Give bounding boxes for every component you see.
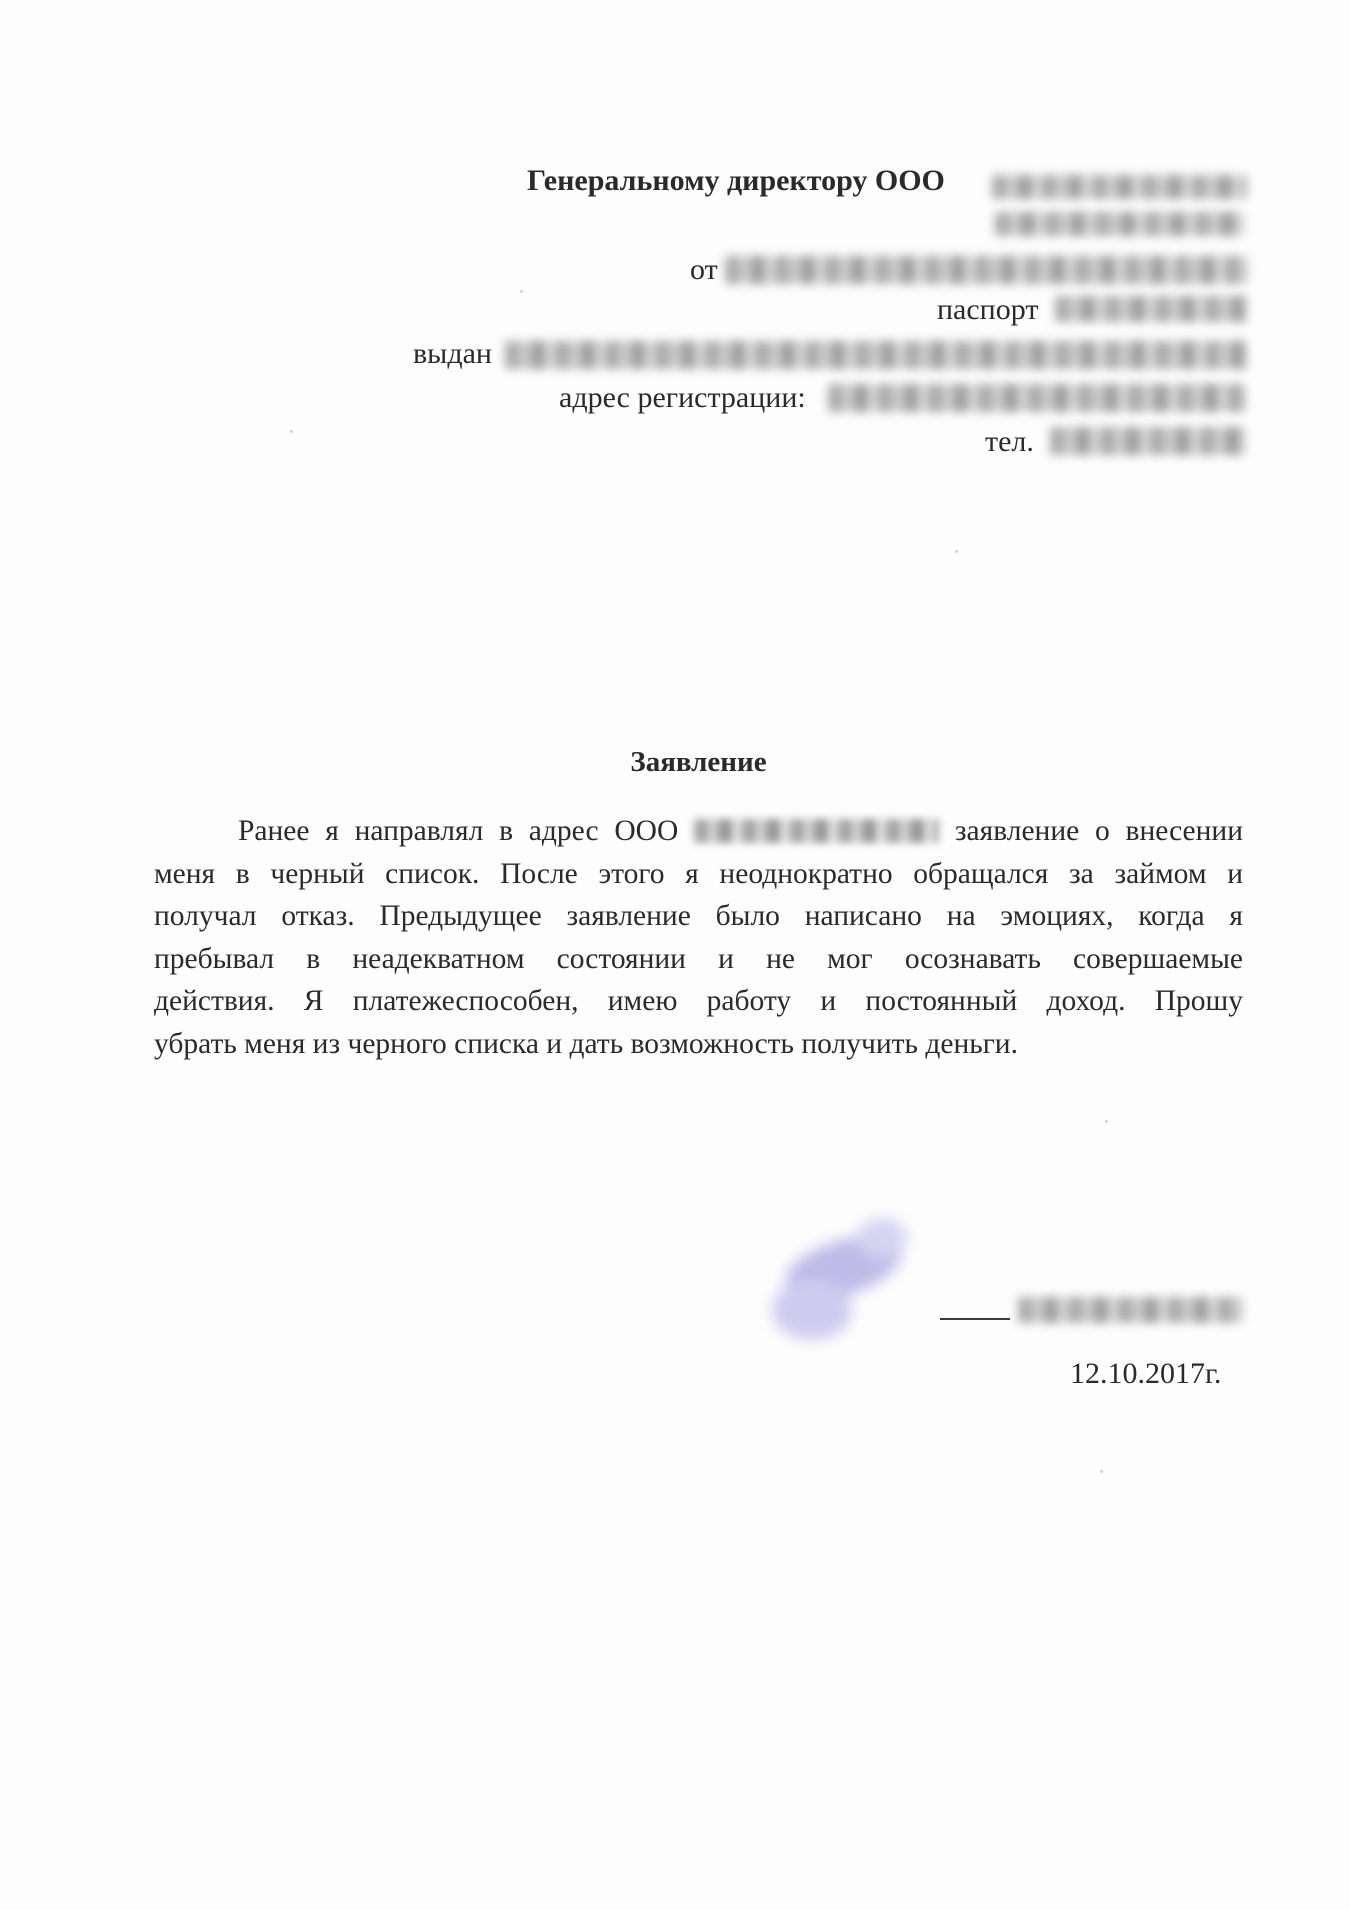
scan-speck: [1100, 1470, 1103, 1473]
body-line-5: действия. Я платежеспособен, имею работу и постоянный доход. Прошу: [154, 985, 1243, 1017]
issued-label: выдан: [413, 337, 492, 370]
address-label: адрес регистрации:: [559, 381, 806, 414]
signature-line: [940, 1318, 1010, 1320]
redacted-sender-name: [725, 256, 1248, 284]
signature-mark: [762, 1210, 942, 1350]
scan-speck: [1105, 1120, 1108, 1123]
document-date: 12.10.2017г.: [1070, 1357, 1222, 1390]
body-line-6: убрать меня из черного списка и дать возможность получить деньги.: [154, 1027, 1018, 1060]
scan-speck: [520, 290, 523, 293]
body-line-1: [154, 810, 1243, 853]
from-label: от: [690, 253, 718, 286]
redacted-signer-name: [1018, 1297, 1243, 1323]
body-line-4: пребывал в неадекватном состоянии и не мог осознавать совершаемые: [154, 942, 1243, 975]
body-line-3: получал отказ. Предыдущее заявление было написано на эмоциях, когда я: [154, 900, 1243, 932]
body-line-1-end: заявление о внесении: [954, 815, 1244, 847]
statement-body: [154, 810, 1243, 1065]
redacted-issued-by: [505, 341, 1247, 369]
redacted-passport-number: [1055, 296, 1247, 322]
redacted-director-name: [995, 212, 1245, 236]
redacted-company-name: [992, 175, 1247, 199]
body-line-2: меня в черный список. После этого я неоднократно обращался за займом и: [154, 857, 1243, 890]
redacted-company-inline: [694, 819, 939, 843]
addressee-label: Генеральному директору ООО: [527, 164, 945, 197]
document-title: Заявление: [630, 746, 767, 778]
redacted-address: [828, 384, 1246, 412]
scan-speck: [955, 550, 958, 553]
passport-label: паспорт: [937, 293, 1039, 326]
body-line-1-start: Ранее я направлял в адрес ООО: [238, 815, 679, 847]
scan-speck: [290, 430, 293, 433]
phone-label: тел.: [985, 425, 1034, 458]
redacted-phone: [1050, 427, 1246, 455]
